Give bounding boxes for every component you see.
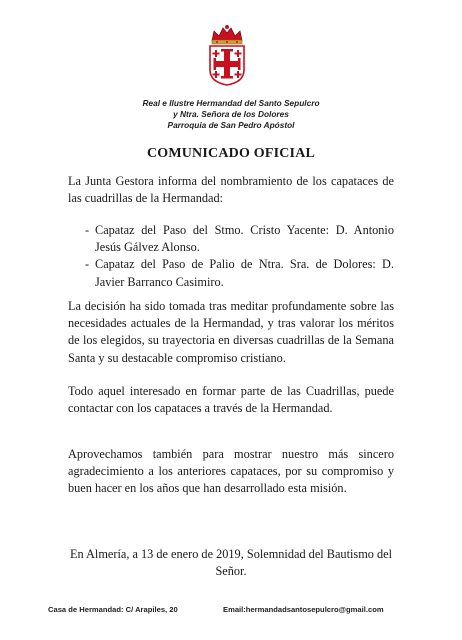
- intro-paragraph: La Junta Gestora informa del nombramiento de los capataces de las cuadrillas de la Hermandad:: [68, 174, 394, 206]
- footer-address: Casa de Hermandad: C/ Arapiles, 20: [48, 605, 178, 614]
- brotherhood-line: y Ntra. Señora de los Dolores: [173, 109, 289, 119]
- footer-email: Email:hermandadsantosepulcro@gmail.com: [223, 605, 384, 614]
- decision-paragraph: La decisión ha sido tomada tras meditar profundamente sobre las necesidades actuales de la Hermandad, y tras valorar los méritos de los elegidos, su trayectoria en diversas cuadrillas de la Semana Santa y su destacable compromiso cristiano.: [68, 299, 394, 365]
- thanks-paragraph: Aprovechamos también para mostrar nuestro más sincero agradecimiento a los anteriores capataces, por su compromiso y buen hacer en los años que han desarrollado esta misión.: [68, 447, 394, 496]
- brotherhood-crest-icon: [206, 24, 248, 86]
- appointments-list: [85, 222, 394, 291]
- brotherhood-line: Real e Ilustre Hermandad del Santo Sepulcro: [142, 98, 320, 108]
- list-item: - Capataz del Paso del Stmo. Cristo Yacente: D. Antonio Jesús Gálvez Alonso.: [85, 222, 394, 256]
- document-title: COMUNICADO OFICIAL: [146, 146, 316, 161]
- brotherhood-line: Parroquia de San Pedro Apóstol: [167, 120, 295, 130]
- list-item: - Capataz del Paso de Palio de Ntra. Sra. de Dolores: D. Javier Barranco Casimiro.: [85, 256, 394, 290]
- closing-date: En Almería, a 13 de enero de 2019, Solemnidad del Bautismo del Señor.: [69, 547, 393, 579]
- interest-paragraph: Todo aquel interesado en formar parte de las Cuadrillas, puede contactar con los capataces a través de la Hermandad.: [68, 384, 394, 416]
- brotherhood-name: [0, 98, 462, 131]
